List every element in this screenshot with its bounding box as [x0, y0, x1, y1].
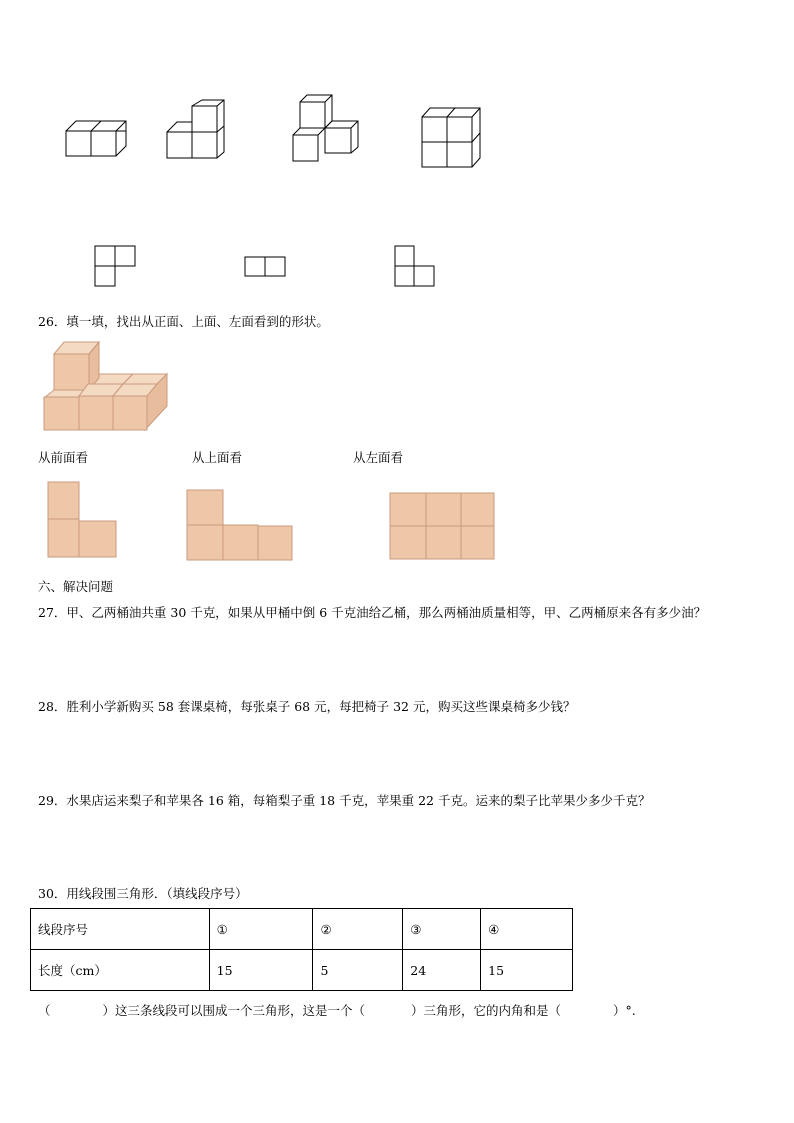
- view-front-label: 从前面看: [38, 450, 89, 465]
- view-left-label: 从左面看: [353, 450, 404, 465]
- view-top-label: 从上面看: [192, 450, 243, 465]
- question-26: 26．填一填，找出从正面、上面、左面看到的形状。: [38, 314, 329, 329]
- header-cell: ④: [481, 909, 573, 950]
- section-6-title: 六、解决问题: [38, 579, 114, 594]
- header-cell: ③: [403, 909, 481, 950]
- top-view-shape: [187, 490, 292, 560]
- header-cell: ①: [209, 909, 313, 950]
- segment-table: [30, 908, 573, 991]
- fill-in-sentence: [38, 1001, 636, 1019]
- question-29: 29．水果店运来梨子和苹果各 16 箱，每箱梨子重 18 千克，苹果重 22 千克。运来的梨子比苹果少多少千克？: [38, 793, 651, 808]
- fill-text-2: ）这三条线段可以围成一个三角形，这是一个（: [102, 1003, 366, 1018]
- question-27: 27．甲、乙两桶油共重 30 千克，如果从甲桶中倒 6 千克油给乙桶，那么两桶油质量相等，甲、乙两桶原来各有多少油？: [38, 605, 707, 620]
- fill-text-3: ）三角形，它的内角和是（: [411, 1003, 562, 1018]
- table-cell: 15: [209, 950, 313, 991]
- question-28: 28．胜利小学新购买 58 套课桌椅，每张桌子 68 元，每把椅子 32 元，购买这些课桌椅多少钱？: [38, 699, 576, 714]
- front-view-shape: [48, 482, 116, 557]
- table-cell: 24: [403, 950, 481, 991]
- table-cell: 5: [313, 950, 403, 991]
- table-cell: 长度（cm）: [31, 950, 210, 991]
- table-row: [31, 909, 573, 950]
- question-30: 30．用线段围三角形．（填线段序号）: [38, 886, 248, 901]
- fill-text-1: （: [38, 1003, 51, 1018]
- left-view-shape: [390, 493, 494, 559]
- header-cell: 线段序号: [31, 909, 210, 950]
- table-cell: 15: [481, 950, 573, 991]
- fill-text-4: ）°.: [613, 1003, 636, 1018]
- header-cell: ②: [313, 909, 403, 950]
- table-row: [31, 950, 573, 991]
